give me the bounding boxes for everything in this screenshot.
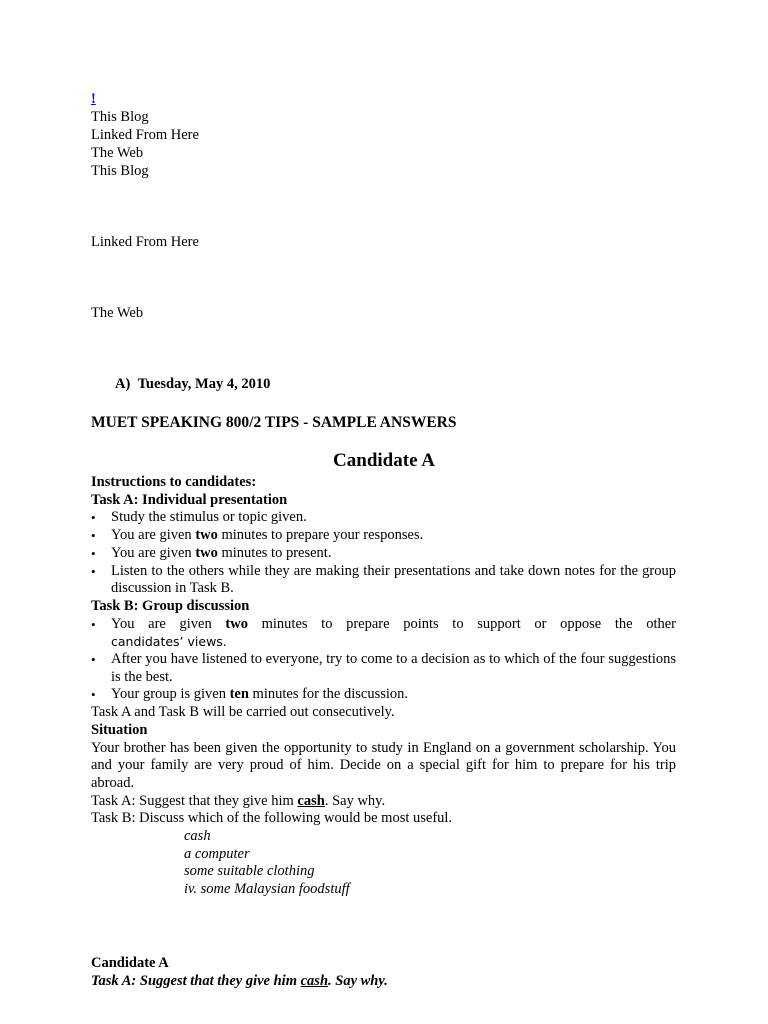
task-b-instruction: Task B: Discuss which of the following would be most useful.	[91, 810, 453, 827]
task-b-heading: Task B: Group discussion	[91, 597, 250, 614]
list-item: • After you have listened to everyone, try to come to a decision as to which of the four suggestions is the best.	[91, 651, 676, 686]
task-a-list	[91, 509, 676, 598]
footer-candidate-heading: Candidate A	[91, 955, 169, 971]
list-item: • Listen to the others while they are making their presentations and take down notes for the group discussion in Task B.	[91, 563, 676, 598]
task-b-list	[91, 616, 676, 705]
post-title: MUET SPEAKING 800/2 TIPS - SAMPLE ANSWERS	[91, 414, 457, 431]
options-list	[91, 828, 676, 899]
post-body	[91, 474, 676, 899]
list-item: • Study the stimulus or topic given.	[91, 509, 676, 527]
situation-text: Your brother has been given the opportunity to study in England on a government scholarship. You and your family are very proud of him. Decide on a special gift for him to prepare for his trip abroad.	[91, 739, 676, 791]
list-item: • You are given two minutes to prepare your responses.	[91, 527, 676, 545]
nav-link-this-blog-2[interactable]: This Blog	[91, 163, 149, 179]
date-text: Tuesday, May 4, 2010	[137, 376, 271, 392]
task-a-heading: Task A: Individual presentation	[91, 491, 288, 508]
nav-link-linked-from-here[interactable]: Linked From Here	[91, 127, 199, 143]
nav-link-this-blog[interactable]: This Blog	[91, 109, 149, 125]
section-the-web[interactable]: The Web	[91, 305, 144, 321]
list-item: • You are given two minutes to present.	[91, 545, 676, 563]
section-linked-from-here[interactable]: Linked From Here	[91, 234, 199, 250]
exclaim-link[interactable]: !	[91, 91, 96, 107]
list-item: • Your group is given ten minutes for the discussion.	[91, 686, 676, 704]
date-marker: A)	[115, 376, 131, 392]
footer-task-line: Task A: Suggest that they give him cash. Say why.	[91, 973, 388, 989]
option-item: a computer	[184, 845, 250, 862]
list-item: • You are given two minutes to prepare points to support or oppose the other candidates’ views.	[91, 616, 676, 651]
option-item: cash	[184, 828, 211, 845]
post-date	[115, 376, 270, 394]
nav-link-the-web[interactable]: The Web	[91, 145, 144, 161]
task-a-instruction: Task A: Suggest that they give him cash. Say why.	[91, 792, 386, 809]
instructions-heading: Instructions to candidates:	[91, 474, 257, 490]
situation-heading: Situation	[91, 721, 148, 738]
option-item: iv. some Malaysian foodstuff	[184, 881, 350, 898]
option-item: some suitable clothing	[184, 863, 315, 880]
consecutive-note: Task A and Task B will be carried out consecutively.	[91, 704, 395, 721]
candidate-heading: Candidate A	[333, 450, 435, 471]
